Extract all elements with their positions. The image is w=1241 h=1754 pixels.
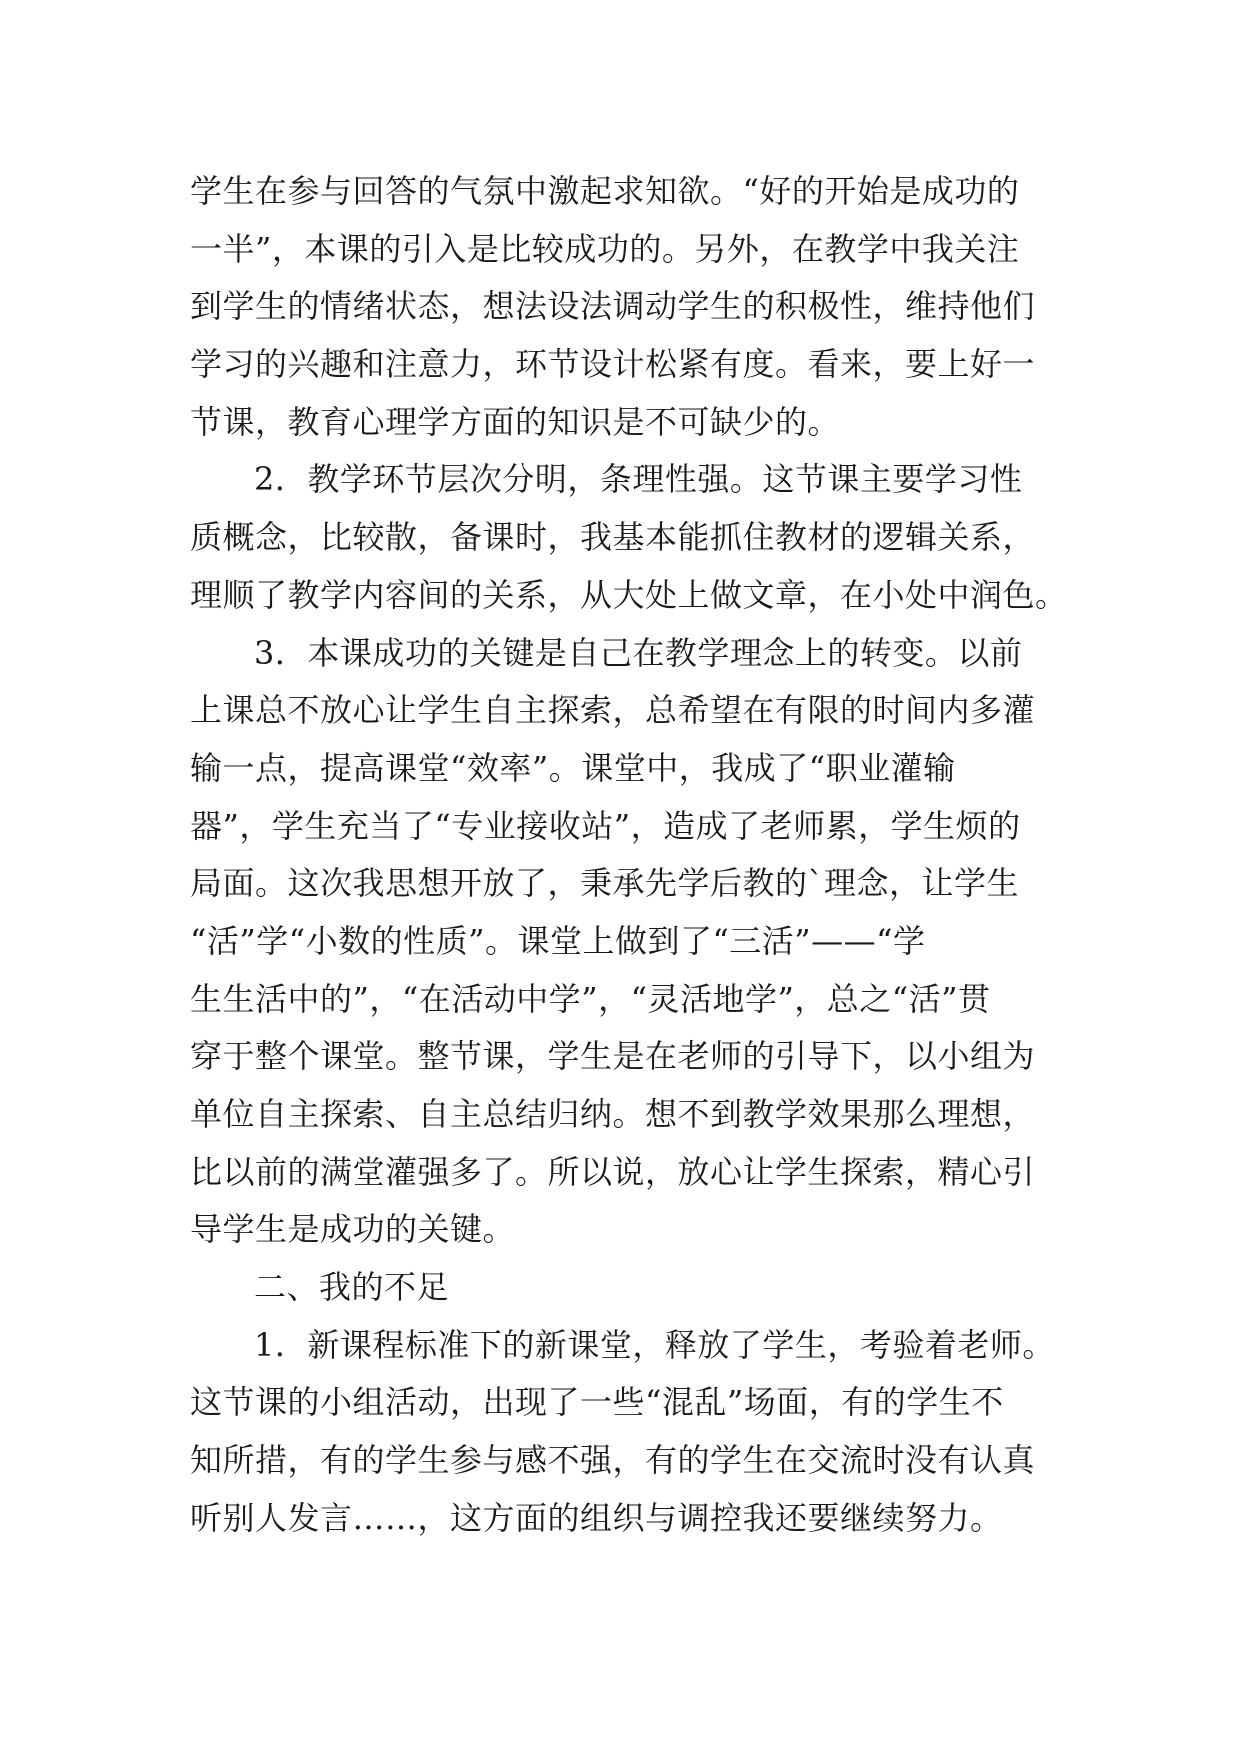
body-text bbox=[190, 163, 1070, 1548]
text-line: 学习的兴趣和注意力，环节设计松紧有度。看来，要上好一 bbox=[190, 345, 1036, 384]
paragraph-start-line: 2．教学环节层次分明，条理性强。这节课主要学习性 bbox=[254, 460, 1023, 499]
text-line: 穿于整个课堂。整节课，学生是在老师的引导下，以小组为 bbox=[190, 1037, 1036, 1076]
text-line: 上课总不放心让学生自主探索，总希望在有限的时间内多灌 bbox=[190, 691, 1036, 730]
text-line: 一半”，本课的引入是比较成功的。另外，在教学中我关注 bbox=[190, 229, 1020, 268]
paragraph-start-line: 1．新课程标准下的新课堂，释放了学生，考验着老师。 bbox=[254, 1325, 1055, 1364]
text-line: 导学生是成功的关键。 bbox=[190, 1210, 516, 1249]
text-line: 比以前的满堂灌强多了。所以说，放心让学生探索，精心引 bbox=[190, 1152, 1036, 1191]
text-line: 听别人发言……，这方面的组织与调控我还要继续努力。 bbox=[190, 1498, 1003, 1537]
text-line: 局面。这次我思想开放了，秉承先学后教的`理念，让学生 bbox=[190, 864, 1020, 903]
text-line: 知所措，有的学生参与感不强，有的学生在交流时没有认真 bbox=[190, 1441, 1036, 1480]
text-line: 节课，教育心理学方面的知识是不可缺少的。 bbox=[190, 402, 841, 441]
text-line: 质概念，比较散，备课时，我基本能抓住教材的逻辑关系， bbox=[190, 518, 1036, 557]
section-heading: 二、我的不足 bbox=[254, 1268, 450, 1307]
text-line: 学生在参与回答的气氛中激起求知欲。“好的开始是成功的 bbox=[190, 172, 1020, 210]
text-line: 到学生的情绪状态，想法设法调动学生的积极性，维持他们 bbox=[190, 287, 1036, 326]
text-line: “活”学“小数的性质”。课堂上做到了“三活”——“学 bbox=[190, 921, 926, 960]
text-line: 生生活中的”，“在活动中学”，“灵活地学”，总之“活”贯 bbox=[190, 979, 991, 1018]
text-line: 输一点，提高课堂“效率”。课堂中，我成了“职业灌输 bbox=[190, 748, 956, 787]
text-line: 这节课的小组活动，出现了一些“混乱”场面，有的学生不 bbox=[190, 1383, 1004, 1422]
paragraph-start-line: 3．本课成功的关键是自己在教学理念上的转变。以前 bbox=[254, 633, 1023, 672]
text-line: 单位自主探索、自主总结归纳。想不到教学效果那么理想， bbox=[190, 1095, 1036, 1133]
text-line: 器”，学生充当了“专业接收站”，造成了老师累，学生烦的 bbox=[190, 806, 1021, 845]
text-line: 理顺了教学内容间的关系，从大处上做文章，在小处中润色。 bbox=[190, 575, 1068, 614]
